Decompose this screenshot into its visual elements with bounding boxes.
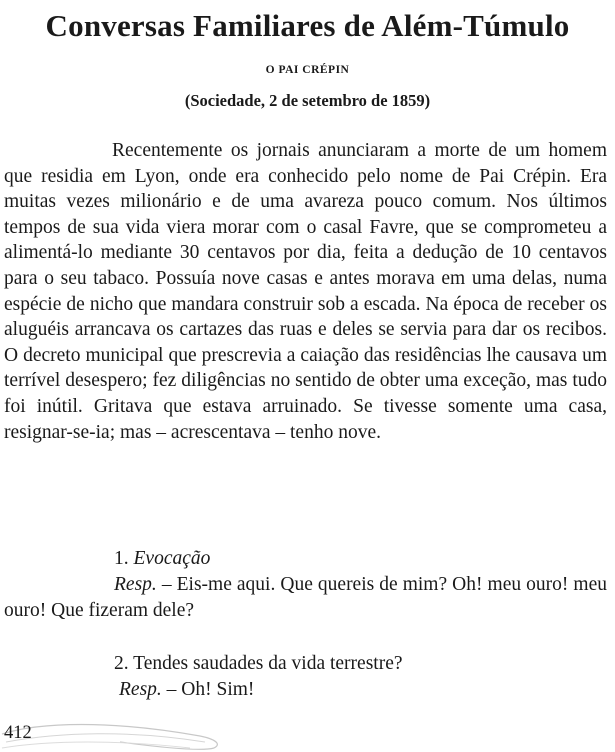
dialogue-item — [4, 651, 607, 703]
question-number: 1. — [114, 548, 129, 569]
resp-label: Resp. — [119, 679, 162, 700]
chapter-title: Conversas Familiares de Além-Túmulo — [45, 8, 570, 43]
section-subtitle: O PAI CRÉPIN — [265, 64, 350, 76]
page-corner-flourish — [0, 712, 240, 752]
question-text: Evocação — [133, 548, 211, 569]
answer-line — [4, 677, 607, 703]
question-line — [4, 546, 607, 572]
question-number: 2. — [114, 653, 129, 674]
resp-label: Resp. — [114, 574, 157, 595]
page-number: 412 — [4, 723, 32, 743]
answer-line — [4, 572, 607, 624]
question-line — [4, 651, 607, 677]
answer-text: – Eis-me aqui. Que quereis de mim? Oh! meu ouro! meu ouro! Que fizeram dele? — [4, 574, 607, 621]
answer-text: – Oh! Sim! — [166, 679, 255, 700]
question-text: Tendes saudades da vida terrestre? — [133, 653, 403, 674]
session-date: (Sociedade, 2 de setembro de 1859) — [184, 91, 431, 110]
intro-paragraph: Recentemente os jornais anunciaram a morte de um homem que residia em Lyon, onde era conhecido pelo nome de Pai Crépin. Era muitas vezes milionário e de uma avareza pouco comum. Nos últimos tempos de sua vida viera morar com o casal Favre, que se comprometeu a alimentá-lo mediante 30 centavos por dia, feita a dedução de 10 centavos para o seu tabaco. Possuía nove casas e antes morava em uma delas, numa espécie de nicho que mandara construir sob a escada. Na época de receber os aluguéis arrancava os cartazes das ruas e deles se servia para dar os recibos. O decreto municipal que prescrevia a caiação das residências lhe causava um terrível desespero; fez diligências no sentido de obter uma exceção, mas tudo foi inútil. Gritava que estava arruinado. Se tivesse somente uma casa, resignar-se-ia; mas – acrescentava – tenho nove. — [4, 140, 607, 443]
dialogue-item — [4, 546, 607, 624]
